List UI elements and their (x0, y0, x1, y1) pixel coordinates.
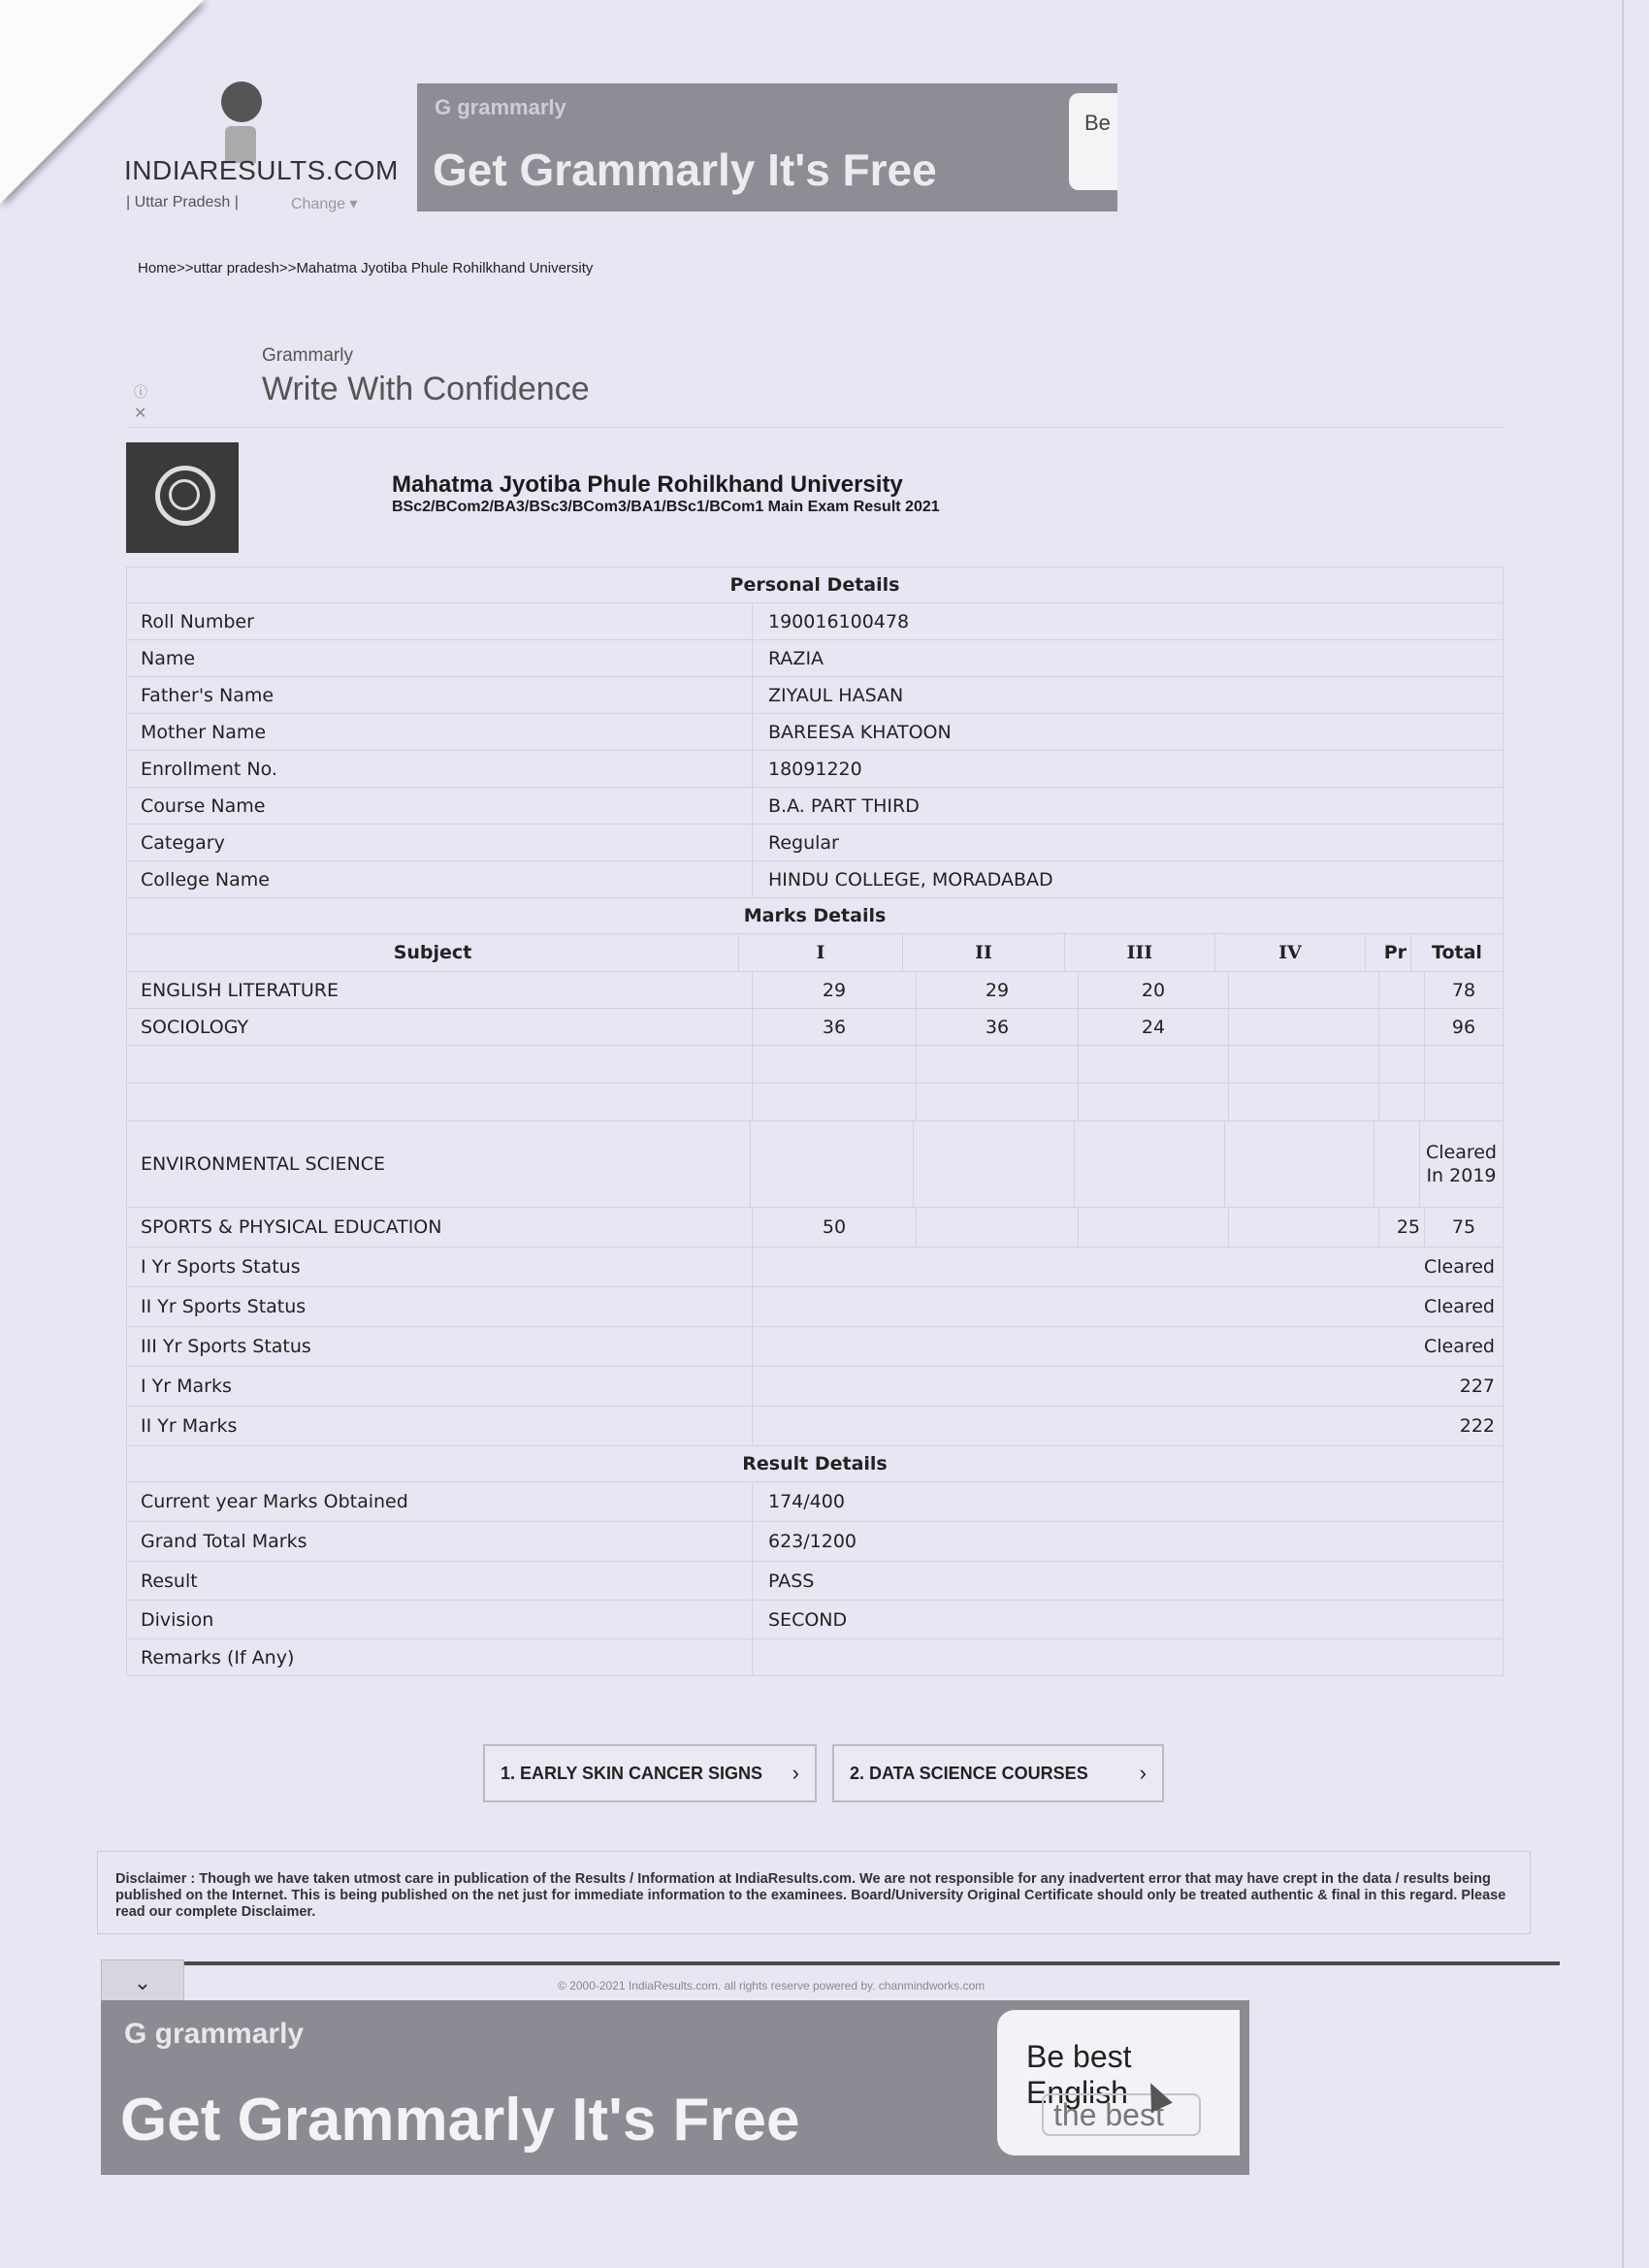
marks-row (126, 972, 1504, 1009)
marks-ii-cell (917, 1084, 1079, 1120)
col-iii: III (1065, 934, 1215, 971)
table-row (126, 677, 1504, 714)
ad-headline: Get Grammarly It's Free (433, 145, 937, 195)
marks-total-cell: 78 (1451, 979, 1476, 1001)
paper-edge (1622, 0, 1624, 2268)
ad-banner-top[interactable] (417, 83, 1117, 211)
marks-total-cell: Cleared In 2019 (1425, 1142, 1497, 1186)
marks-iii-cell: 20 (1079, 972, 1229, 1008)
result-sheet (126, 567, 1504, 1676)
row-value: 222 (1459, 1415, 1495, 1437)
ad-bottom-headline: Get Grammarly It's Free (120, 2087, 800, 2154)
exam-title: BSc2/BCom2/BA3/BSc3/BCom3/BA1/BSc1/BCom1 Main Exam Result 2021 (392, 499, 940, 515)
marks-iv-cell (1229, 1208, 1379, 1247)
logo-text: INDIARESULTS.COM (124, 155, 399, 185)
marks-iii-cell (1079, 1046, 1229, 1083)
marks-row (126, 1208, 1504, 1247)
row-label: Current year Marks Obtained (127, 1482, 753, 1521)
table-row (126, 1287, 1504, 1327)
row-value: HINDU COLLEGE, MORADABAD (768, 868, 1053, 891)
row-label: Mother Name (127, 714, 753, 750)
table-row (126, 1247, 1504, 1287)
suggestion-label: 1. EARLY SKIN CANCER SIGNS (501, 1763, 763, 1783)
table-row (126, 1601, 1504, 1639)
change-state-link[interactable]: Change ▾ (291, 196, 358, 212)
subject-cell: SOCIOLOGY (127, 1009, 753, 1045)
marks-iii-cell (1075, 1121, 1224, 1207)
breadcrumb[interactable]: Home>>uttar pradesh>>Mahatma Jyotiba Phule Rohilkhand University (138, 260, 594, 276)
row-label: II Yr Sports Status (127, 1287, 753, 1326)
table-row (126, 640, 1504, 677)
marks-pr-cell (1379, 1084, 1425, 1120)
ad-bottom-line2: the best (1042, 2093, 1201, 2136)
marks-iii-cell (1079, 1208, 1229, 1247)
ad-banner-bottom[interactable] (101, 2000, 1249, 2175)
row-label: Result (127, 1562, 753, 1600)
row-label: Enrollment No. (127, 751, 753, 787)
row-value (753, 1639, 1503, 1675)
row-value: 190016100478 (768, 610, 910, 632)
marks-row (126, 1121, 1504, 1208)
sports-status-table (126, 1247, 1504, 1446)
marks-total-cell (1425, 1084, 1503, 1120)
row-label: Grand Total Marks (127, 1522, 753, 1561)
row-label: Course Name (127, 788, 753, 824)
marks-ii-cell: 29 (917, 972, 1079, 1008)
row-label: Name (127, 640, 753, 676)
marks-ii-cell (914, 1121, 1075, 1207)
table-row (126, 1639, 1504, 1676)
ad-mid-brand: Grammarly (262, 345, 353, 366)
row-value: Regular (768, 831, 839, 854)
subject-cell: ENVIRONMENTAL SCIENCE (127, 1121, 751, 1207)
marks-i-cell: 50 (753, 1208, 917, 1247)
marks-row (126, 1046, 1504, 1084)
logo-head-icon (221, 81, 262, 122)
table-row (126, 1327, 1504, 1367)
marks-row (126, 1009, 1504, 1046)
row-value: Cleared (1423, 1336, 1495, 1357)
state-label: | Uttar Pradesh | (126, 194, 239, 211)
row-value: SECOND (768, 1608, 848, 1631)
marks-i-cell: 36 (753, 1009, 917, 1045)
col-pr: Pr (1366, 934, 1411, 971)
info-icon[interactable]: ⓘ (134, 385, 147, 401)
marks-i-cell: 29 (753, 972, 917, 1008)
marks-pr-cell (1379, 972, 1425, 1008)
marks-iii-cell (1079, 1084, 1229, 1120)
marks-ii-cell: 36 (917, 1009, 1079, 1045)
result-details-table (126, 1482, 1504, 1676)
row-value: BAREESA KHATOON (768, 721, 952, 743)
subject-cell (127, 1046, 753, 1083)
col-iv: IV (1215, 934, 1366, 971)
marks-iv-cell (1225, 1121, 1374, 1207)
subject-cell: ENGLISH LITERATURE (127, 972, 753, 1008)
table-row (126, 603, 1504, 640)
row-label: Categary (127, 825, 753, 860)
chevron-right-icon: › (1139, 1761, 1147, 1785)
marks-total-cell (1425, 1046, 1503, 1083)
chevron-right-icon: › (792, 1761, 799, 1785)
subject-cell: SPORTS & PHYSICAL EDUCATION (127, 1208, 753, 1247)
marks-pr-cell (1374, 1121, 1420, 1207)
university-name: Mahatma Jyotiba Phule Rohilkhand University (392, 471, 903, 498)
marks-pr-cell (1379, 1046, 1425, 1083)
marks-i-cell (751, 1121, 914, 1207)
suggestion-button-skin-cancer[interactable] (483, 1744, 817, 1802)
row-value: PASS (768, 1570, 815, 1592)
close-icon[interactable]: ✕ (134, 404, 147, 422)
suggestion-label: 2. DATA SCIENCE COURSES (850, 1763, 1088, 1783)
table-row (126, 1482, 1504, 1522)
ad-side-box (1069, 93, 1117, 190)
col-subject: Subject (127, 934, 739, 971)
marks-details-heading: Marks Details (126, 898, 1504, 934)
table-row (126, 714, 1504, 751)
copyright-text: © 2000-2021 IndiaResults.com. all rights reserve powered by. chanmindworks.com (558, 1979, 986, 1993)
table-row (126, 1562, 1504, 1601)
row-label: III Yr Sports Status (127, 1327, 753, 1366)
col-total: Total (1432, 942, 1482, 963)
marks-iv-cell (1229, 1009, 1379, 1045)
row-label: I Yr Sports Status (127, 1247, 753, 1286)
row-label: II Yr Marks (127, 1407, 753, 1445)
marks-pr-cell: 25 (1379, 1208, 1425, 1247)
marks-ii-cell (917, 1208, 1079, 1247)
row-value: ZIYAUL HASAN (768, 684, 904, 706)
university-emblem-icon (126, 442, 239, 553)
ad-banner-text[interactable] (126, 326, 1504, 428)
subject-cell (127, 1084, 753, 1120)
marks-i-cell (753, 1084, 917, 1120)
row-value: RAZIA (768, 647, 824, 669)
row-label: Roll Number (127, 603, 753, 639)
row-label: I Yr Marks (127, 1367, 753, 1406)
table-row (126, 825, 1504, 861)
row-label: College Name (127, 861, 753, 897)
row-value: 18091220 (768, 758, 862, 780)
row-label: Remarks (If Any) (127, 1639, 753, 1675)
row-value: 227 (1459, 1376, 1495, 1397)
marks-iv-cell (1229, 972, 1379, 1008)
col-ii: II (903, 934, 1065, 971)
table-row (126, 788, 1504, 825)
ad-mid-headline: Write With Confidence (262, 371, 590, 407)
row-value: Cleared (1423, 1256, 1495, 1278)
row-label: Father's Name (127, 677, 753, 713)
table-row (126, 1522, 1504, 1562)
result-details-heading: Result Details (126, 1446, 1504, 1482)
footer-divider (184, 1961, 1560, 1965)
table-row (126, 861, 1504, 898)
row-label: Division (127, 1601, 753, 1638)
marks-i-cell (753, 1046, 917, 1083)
marks-iii-cell: 24 (1079, 1009, 1229, 1045)
row-value: B.A. PART THIRD (768, 794, 920, 817)
table-row (126, 1407, 1504, 1446)
suggestion-button-data-science[interactable] (832, 1744, 1164, 1802)
marks-total-cell: 75 (1451, 1216, 1476, 1238)
marks-total-cell: 96 (1451, 1016, 1476, 1038)
marks-iv-cell (1229, 1046, 1379, 1083)
ad-bottom-brand: G grammarly (124, 2018, 305, 2050)
ad-bottom-side-box (997, 2010, 1240, 2155)
marks-iv-cell (1229, 1084, 1379, 1120)
marks-row (126, 1084, 1504, 1121)
chevron-down-icon[interactable]: ⌄ (101, 1960, 184, 2006)
row-value: Cleared (1423, 1296, 1495, 1317)
col-i: I (739, 934, 903, 971)
marks-ii-cell (917, 1046, 1079, 1083)
row-value: 623/1200 (768, 1531, 857, 1552)
marks-pr-cell (1379, 1009, 1425, 1045)
table-row (126, 1367, 1504, 1407)
disclaimer-text: Disclaimer : Though we have taken utmost care in publication of the Results / Information at IndiaResults.com. We are not responsible for any inadvertent error that may have crept in the data / results being published on the Internet. This is being published on the net just for immediate information to the examinees. Board/University Original Certificate should only be treated authentic & final in this regard. Please read our complete Disclaimer. (97, 1851, 1531, 1934)
ad-brand: G grammarly (435, 95, 566, 119)
marks-table (126, 972, 1504, 1247)
personal-details-heading: Personal Details (126, 567, 1504, 603)
marks-header-row (126, 934, 1504, 972)
row-value: 174/400 (768, 1491, 845, 1512)
personal-details-table (126, 603, 1504, 898)
site-logo[interactable] (124, 78, 399, 218)
ad-side-text: Be (1084, 111, 1111, 135)
table-row (126, 751, 1504, 788)
ad-bottom-line1: Be best English (1026, 2039, 1132, 2110)
